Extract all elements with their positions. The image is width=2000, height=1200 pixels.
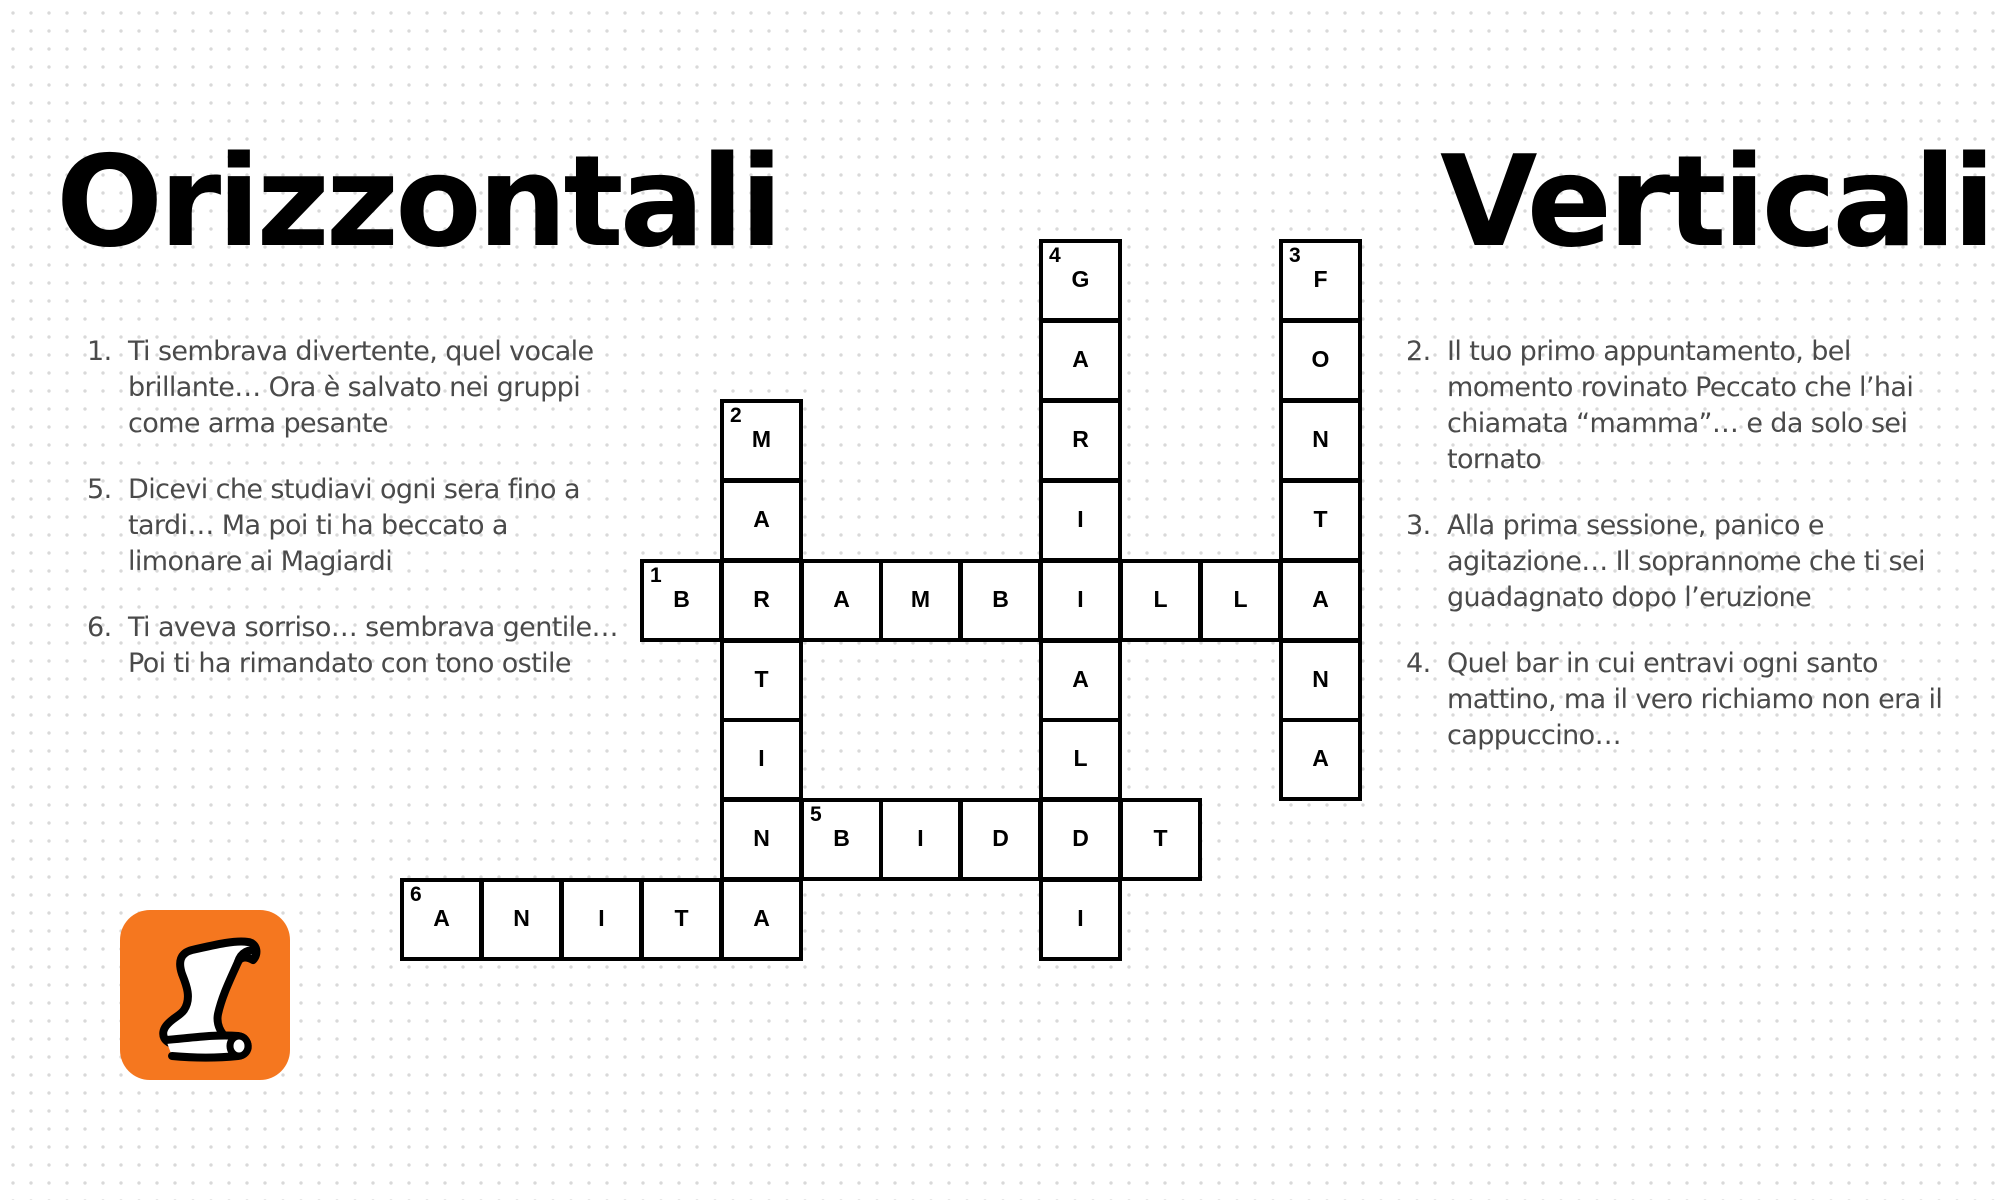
cell-letter: M (751, 426, 772, 452)
crossword-cell[interactable] (1279, 639, 1362, 722)
cell-letter: N (513, 905, 530, 931)
cell-letter: N (753, 825, 770, 851)
cell-letter: O (1311, 346, 1330, 372)
crossword-cell[interactable] (1279, 399, 1362, 482)
clue-text: Quel bar in cui entravi ogni santo mattino, ma il vero richiamo non era il cappuccino… (1447, 648, 1943, 751)
clue-number-label: 3 (1289, 244, 1301, 267)
clue-down-item (1406, 646, 1966, 754)
crossword-cell[interactable] (959, 559, 1042, 642)
crossword-cell[interactable] (1039, 639, 1122, 722)
crossword-cell[interactable] (1279, 319, 1362, 402)
crossword-cell[interactable] (720, 639, 803, 722)
clue-number-label: 6 (410, 883, 422, 906)
crossword-cell[interactable] (1279, 479, 1362, 562)
crossword-cell[interactable] (1039, 878, 1122, 961)
clue-text: Il tuo primo appuntamento, bel momento rovinato Peccato che l’hai chiamata “mamma”… e da solo sei tornato (1447, 336, 1914, 475)
cell-letter: L (1153, 586, 1168, 612)
clue-text: Ti sembrava divertente, quel vocale brillante… Ora è salvato nei gruppi come arma pesante (128, 336, 594, 439)
cell-letter: I (1077, 586, 1084, 612)
cell-letter: B (833, 825, 850, 851)
cell-letter: A (833, 586, 850, 612)
clue-number: 1. (87, 336, 112, 367)
crossword-cell[interactable] (1039, 399, 1122, 482)
cell-letter: A (433, 905, 450, 931)
crossword-cell[interactable] (640, 878, 723, 961)
heading-across: Orizzontali (56, 128, 780, 275)
clue-across-item (87, 334, 627, 442)
cell-letter: L (1233, 586, 1248, 612)
scroll-icon (120, 910, 290, 1080)
app-logo (120, 910, 290, 1080)
cell-letter: B (673, 586, 690, 612)
crossword-cell[interactable] (1279, 718, 1362, 801)
clue-down-item (1406, 334, 1966, 478)
cell-letter: I (917, 825, 924, 851)
cell-letter: G (1071, 266, 1090, 292)
cell-letter: R (1072, 426, 1089, 452)
crossword-cell[interactable] (1279, 559, 1362, 642)
cell-letter: R (753, 586, 770, 612)
cell-letter: A (1312, 586, 1329, 612)
cell-letter: A (753, 905, 770, 931)
crossword-cell[interactable] (800, 559, 883, 642)
clue-down-item (1406, 508, 1966, 616)
clue-number-label: 2 (730, 404, 742, 427)
crossword-cell[interactable] (1119, 798, 1202, 881)
clue-text: Dicevi che studiavi ogni sera fino a tardi… Ma poi ti ha beccato a limonare ai Magiardi (128, 474, 580, 577)
clue-text: Alla prima sessione, panico e agitazione… Il soprannome che ti sei guadagnato dopo l’eruzione (1447, 510, 1925, 613)
cell-letter: D (992, 825, 1009, 851)
cell-letter: B (992, 586, 1009, 612)
cell-letter: N (1312, 426, 1329, 452)
crossword-cell[interactable] (879, 798, 962, 881)
clue-number-label: 5 (810, 803, 822, 826)
crossword-cell[interactable] (1039, 718, 1122, 801)
clue-number: 3. (1406, 510, 1431, 541)
cell-letter: I (758, 745, 765, 771)
crossword-cell[interactable] (720, 798, 803, 881)
clue-across-item (87, 610, 627, 682)
crossword-cell[interactable] (720, 399, 803, 482)
crossword-cell[interactable] (720, 878, 803, 961)
crossword-cell[interactable] (560, 878, 643, 961)
cell-letter: M (910, 586, 931, 612)
clue-number: 2. (1406, 336, 1431, 367)
cell-letter: T (1313, 506, 1328, 532)
clue-number: 6. (87, 612, 112, 643)
crossword-cell[interactable] (1039, 798, 1122, 881)
crossword-cell[interactable] (1039, 479, 1122, 562)
clue-list-across (87, 334, 627, 712)
cell-letter: A (1072, 666, 1089, 692)
cell-letter: I (598, 905, 605, 931)
clue-across-item (87, 472, 627, 580)
clue-number: 5. (87, 474, 112, 505)
crossword-cell[interactable] (800, 798, 883, 881)
crossword-cell[interactable] (640, 559, 723, 642)
crossword-cell[interactable] (400, 878, 483, 961)
heading-down: Verticali (1440, 128, 1992, 275)
crossword-cell[interactable] (720, 559, 803, 642)
cell-letter: L (1073, 745, 1088, 771)
crossword-cell[interactable] (1279, 239, 1362, 322)
crossword-cell[interactable] (480, 878, 563, 961)
clue-list-down (1406, 334, 1966, 784)
cell-letter: A (1312, 745, 1329, 771)
crossword-cell[interactable] (720, 479, 803, 562)
crossword-cell[interactable] (1039, 319, 1122, 402)
cell-letter: I (1077, 506, 1084, 532)
cell-letter: T (1153, 825, 1168, 851)
clue-number-label: 1 (650, 564, 662, 587)
cell-letter: F (1313, 266, 1328, 292)
crossword-cell[interactable] (720, 718, 803, 801)
crossword-cell[interactable] (1039, 559, 1122, 642)
crossword-cell[interactable] (959, 798, 1042, 881)
cell-letter: N (1312, 666, 1329, 692)
cell-letter: A (753, 506, 770, 532)
cell-letter: T (754, 666, 769, 692)
crossword-cell[interactable] (1199, 559, 1282, 642)
cell-letter: T (674, 905, 689, 931)
clue-number: 4. (1406, 648, 1431, 679)
crossword-cell[interactable] (1039, 239, 1122, 322)
clue-text: Ti aveva sorriso… sembrava gentile… Poi ti ha rimandato con tono ostile (128, 612, 618, 679)
crossword-cell[interactable] (1119, 559, 1202, 642)
cell-letter: I (1077, 905, 1084, 931)
cell-letter: A (1072, 346, 1089, 372)
clue-number-label: 4 (1049, 244, 1061, 267)
cell-letter: D (1072, 825, 1089, 851)
crossword-cell[interactable] (879, 559, 962, 642)
